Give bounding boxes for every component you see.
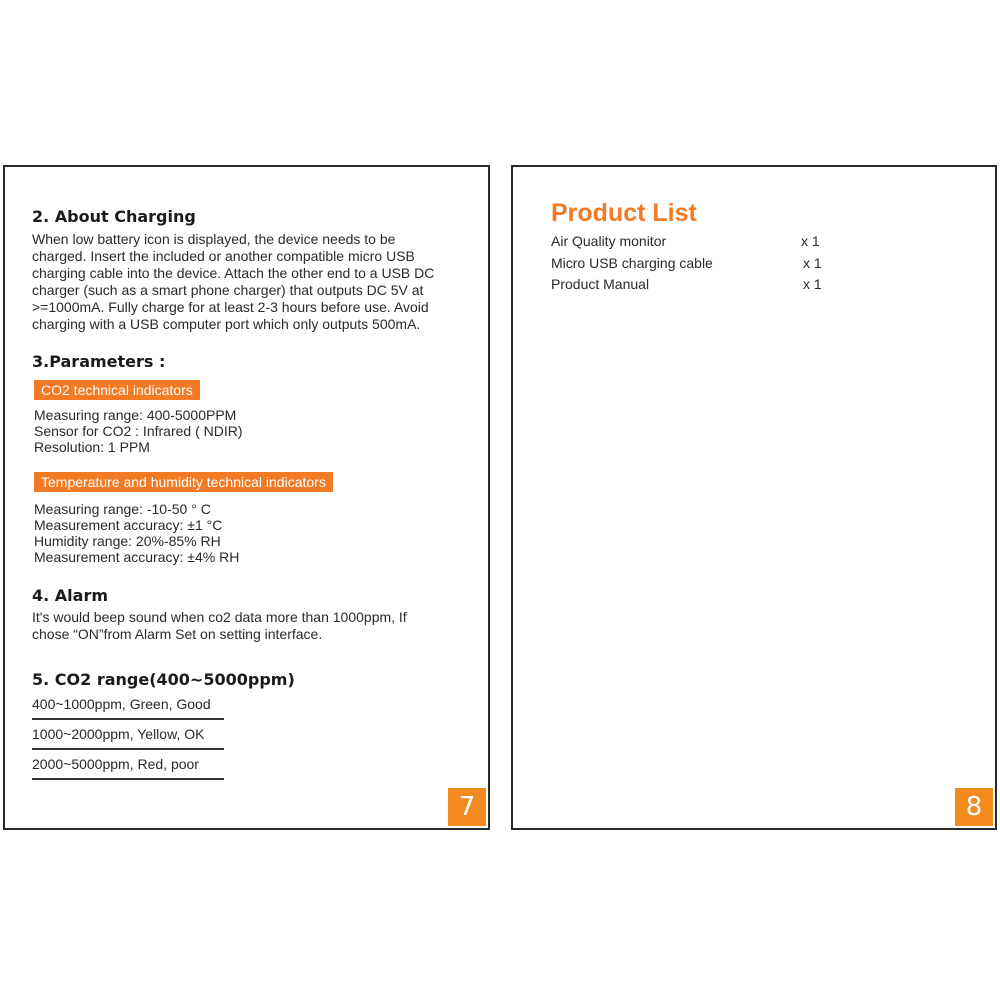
temp-humidity-indicators-tag: Temperature and humidity technical indicators: [34, 472, 333, 492]
alarm-line: It's would beep sound when co2 data more than 1000ppm, If: [32, 609, 407, 625]
charging-line: charging with a USB computer port which only outputs 500mA.: [32, 316, 421, 332]
co2-indicators-list: [34, 407, 243, 455]
product-item-qty: x 1: [803, 276, 822, 292]
charging-line: >=1000mA. Fully charge for at least 2-3 hours before use. Avoid: [32, 299, 429, 315]
temp-humidity-line: Measurement accuracy: ±4% RH: [34, 549, 240, 565]
product-list-title: Product List: [551, 199, 697, 227]
charging-heading: 2. About Charging: [32, 207, 196, 226]
page-number: 8: [955, 788, 993, 826]
product-item-name: Micro USB charging cable: [551, 255, 713, 271]
product-item-name: Air Quality monitor: [551, 233, 667, 249]
product-item-qty: x 1: [803, 255, 822, 271]
manual-page-8: [511, 165, 997, 830]
charging-line: charging cable into the device. Attach the other end to a USB DC: [32, 265, 435, 281]
co2-indicator-line: Measuring range: 400-5000PPM: [34, 407, 237, 423]
product-item-qty: x 1: [801, 233, 820, 249]
alarm-heading: 4. Alarm: [32, 586, 109, 605]
temp-humidity-line: Measuring range: -10-50 ° C: [34, 501, 211, 517]
alarm-line: chose “ON”from Alarm Set on setting interface.: [32, 626, 323, 642]
co2-range-row: 2000~5000ppm, Red, poor: [32, 754, 224, 780]
page-number: 7: [448, 788, 486, 826]
temp-humidity-line: Humidity range: 20%-85% RH: [34, 533, 221, 549]
co2-indicators-tag: CO2 technical indicators: [34, 380, 200, 400]
charging-text: [32, 231, 434, 333]
charging-line: charged. Insert the included or another compatible micro USB: [32, 248, 415, 264]
charging-line: charger (such as a smart phone charger) that outputs DC 5V at: [32, 282, 424, 298]
charging-line: When low battery icon is displayed, the device needs to be: [32, 231, 396, 247]
manual-page-7: [3, 165, 490, 830]
co2-range-row: 1000~2000ppm, Yellow, OK: [32, 724, 224, 750]
parameters-heading: 3.Parameters :: [32, 352, 166, 371]
alarm-text: [32, 609, 407, 643]
co2-indicator-line: Resolution: 1 PPM: [34, 439, 150, 455]
temp-humidity-line: Measurement accuracy: ±1 °C: [34, 517, 223, 533]
co2-indicator-line: Sensor for CO2 : Infrared ( NDIR): [34, 423, 243, 439]
co2-range-heading: 5. CO2 range(400~5000ppm): [32, 670, 295, 689]
co2-range-row: 400~1000ppm, Green, Good: [32, 694, 224, 720]
product-item-name: Product Manual: [551, 276, 650, 292]
temp-humidity-indicators-list: [34, 501, 239, 565]
